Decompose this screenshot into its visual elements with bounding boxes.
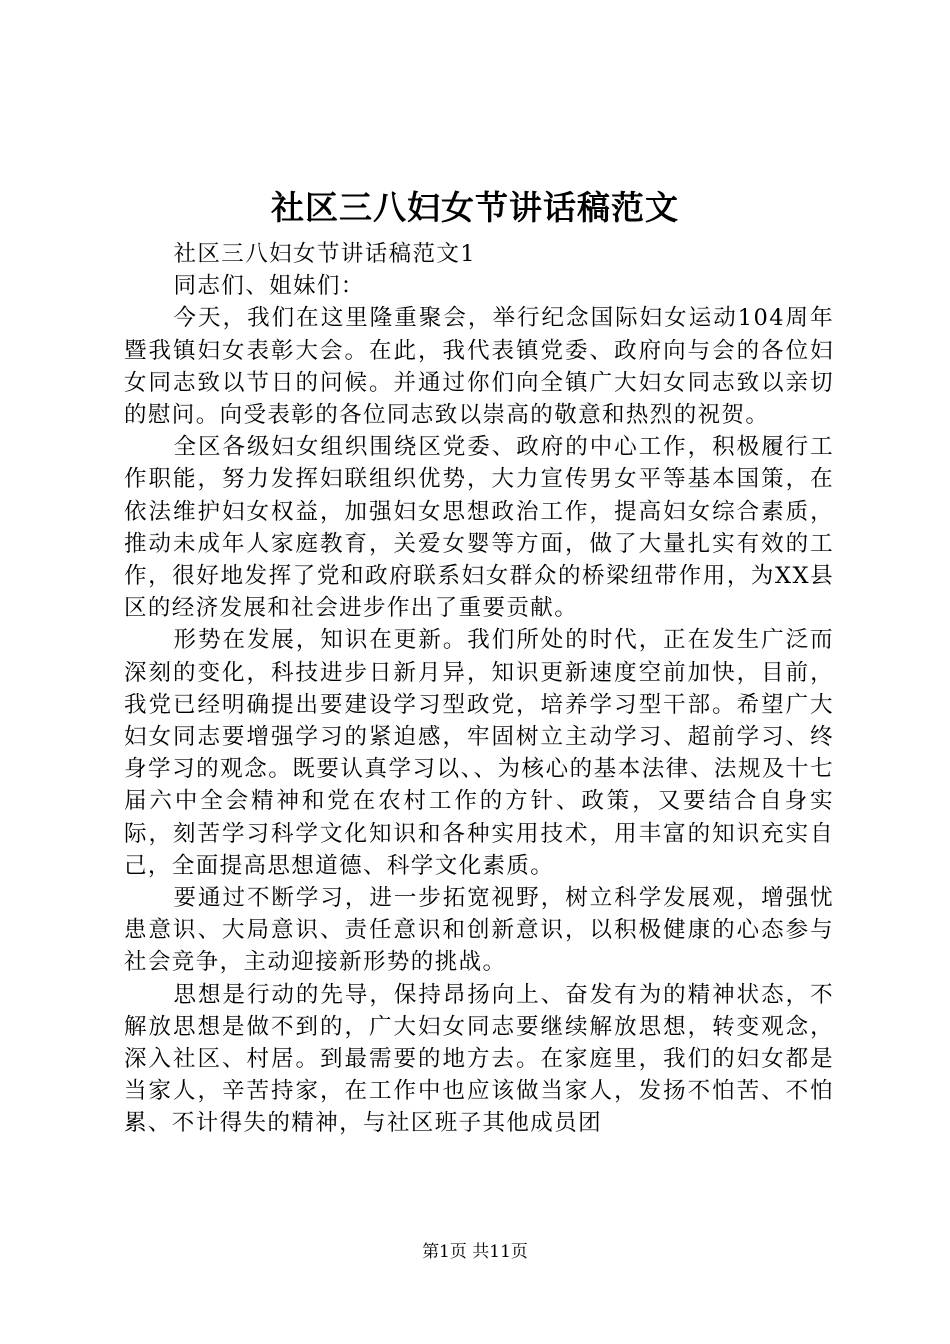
- document-body: [124, 238, 834, 1140]
- salutation: 同志们、姐妹们：: [173, 273, 365, 300]
- document-title: 社区三八妇女节讲话稿范文: [271, 188, 679, 227]
- document-subtitle: 社区三八妇女节讲话稿范文1: [173, 241, 477, 267]
- paragraph-3: 形势在发展，知识在更新。我们所处的时代，正在发生广泛而深刻的变化，科技进步日新月异，知识更新速度空前加快，目前，我党已经明确提出要建设学习型政党，培养学习型干部。希望广大妇女同志要增强学习的紧迫感，牢固树立主动学习、超前学习、终身学习的观念。既要认真学习以、、为核心的基本法律、法规及十七届六中全会精神和党在农村工作的方针、政策，又要结合自身实际，刻苦学习科学文化知识和各种实用技术，用丰富的知识充实自己，全面提高思想道德、科学文化素质。: [124, 627, 834, 879]
- paragraph-1: 今天，我们在这里隆重聚会，举行纪念国际妇女运动104周年暨我镇妇女表彰大会。在此，我代表镇党委、政府向与会的各位妇女同志致以节日的问候。并通过你们向全镇广大妇女同志致以亲切的慰问。向受表彰的各位同志致以崇高的敬意和热烈的祝贺。: [124, 305, 834, 429]
- paragraph-5: 思想是行动的先导，保持昂扬向上、奋发有为的精神状态，不解放思想是做不到的，广大妇女同志要继续解放思想，转变观念，深入社区、村居。到最需要的地方去。在家庭里，我们的妇女都是当家人，辛苦持家，在工作中也应该做当家人，发扬不怕苦、不怕累、不计得失的精神，与社区班子其他成员团: [124, 981, 834, 1137]
- paragraph-2: 全区各级妇女组织围绕区党委、政府的中心工作，积极履行工作职能，努力发挥妇联组织优势，大力宣传男女平等基本国策，在依法维护妇女权益，加强妇女思想政治工作，提高妇女综合素质，推动未成年人家庭教育，关爱女婴等方面，做了大量扎实有效的工作，很好地发挥了党和政府联系妇女群众的桥梁纽带作用，为XX县区的经济发展和社会进步作出了重要贡献。: [124, 434, 834, 622]
- page-footer: 第1页 共11页: [422, 1242, 528, 1262]
- paragraph-4: 要通过不断学习，进一步拓宽视野，树立科学发展观，增强忧患意识、大局意识、责任意识和创新意识，以积极健康的心态参与社会竞争，主动迎接新形势的挑战。: [124, 885, 834, 976]
